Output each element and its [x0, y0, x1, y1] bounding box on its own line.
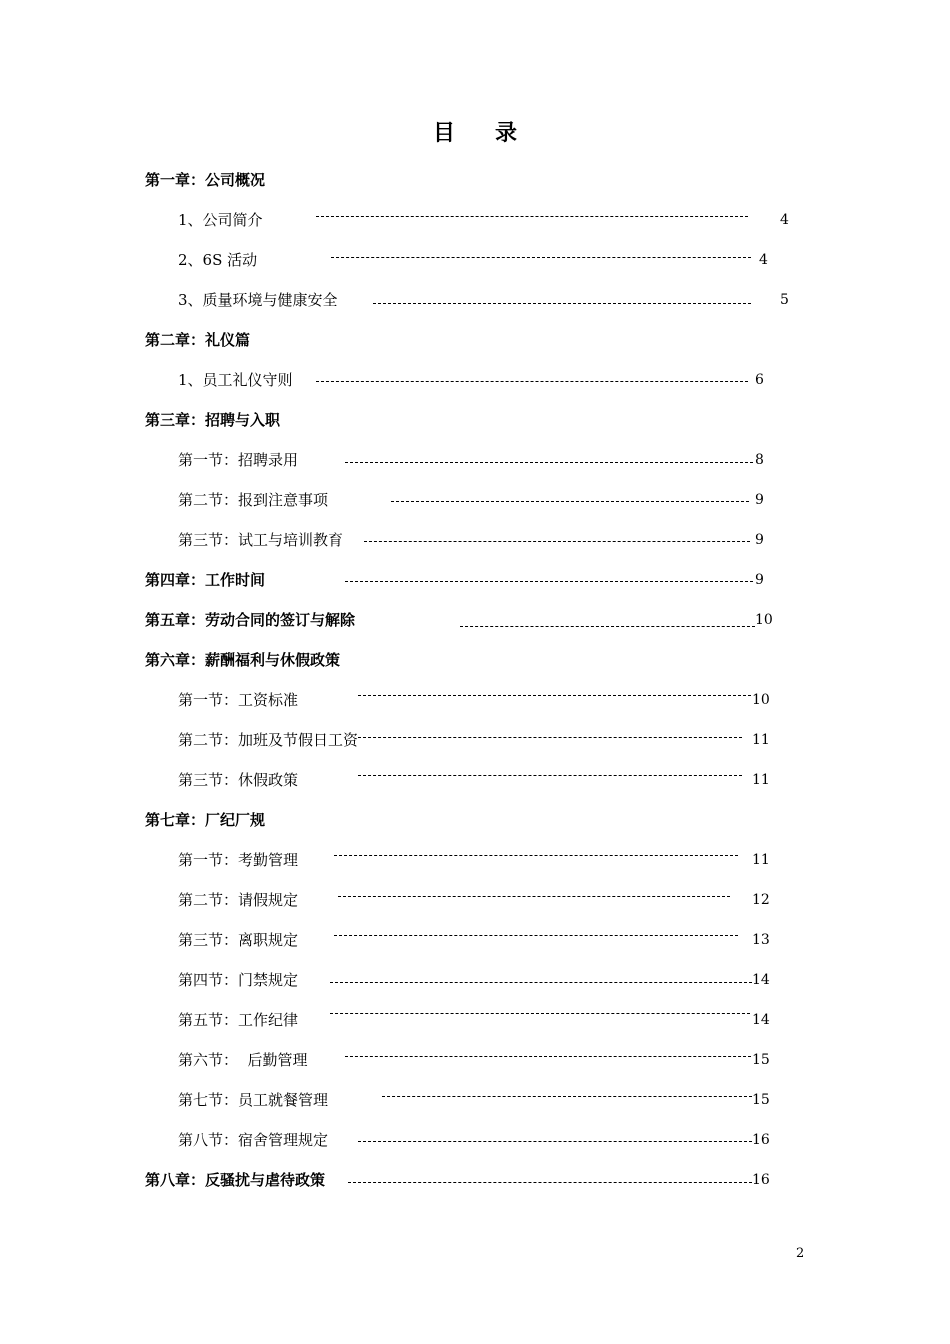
- page-title: [0, 116, 950, 147]
- toc-leader: [358, 1141, 752, 1142]
- toc-leader: [338, 896, 730, 897]
- toc-label: 第三节：休假政策: [178, 771, 299, 789]
- toc-label: 第一节：招聘录用: [178, 451, 299, 469]
- toc-label: 第一章：公司概况: [145, 171, 266, 189]
- title-char-2: 录: [495, 120, 518, 146]
- toc-label: 第三章：招聘与入职: [145, 411, 281, 429]
- toc-page: 15: [752, 1092, 770, 1108]
- toc-label: 第七节：员工就餐管理: [178, 1091, 329, 1109]
- toc-label: 第五节：工作纪律: [178, 1011, 299, 1029]
- toc-label: 第一节：工资标准: [178, 691, 299, 709]
- toc-leader: [358, 737, 742, 738]
- toc-label: 3、质量环境与健康安全: [178, 291, 338, 309]
- toc-label: 第四章：工作时间: [145, 571, 266, 589]
- toc-label: 第八章：反骚扰与虐待政策: [145, 1171, 326, 1189]
- toc-leader: [334, 935, 738, 936]
- toc-label: 2、6S 活动: [178, 251, 258, 269]
- toc-label: 第四节：门禁规定: [178, 971, 299, 989]
- toc-page: 9: [755, 492, 764, 508]
- toc-page: 13: [752, 932, 770, 948]
- toc-page: 14: [752, 1012, 770, 1028]
- toc-page: 5: [780, 292, 789, 308]
- toc-leader: [345, 462, 753, 463]
- toc-label: 第五章：劳动合同的签订与解除: [145, 611, 356, 629]
- toc-label: 第二章：礼仪篇: [145, 331, 251, 349]
- toc-page: 12: [752, 892, 770, 908]
- toc-page: 4: [759, 252, 768, 268]
- toc-leader: [330, 1013, 750, 1014]
- toc-leader: [345, 581, 753, 582]
- toc-page: 9: [755, 532, 764, 548]
- toc-page: 16: [752, 1172, 770, 1188]
- toc-label: 第三节：试工与培训教育: [178, 531, 344, 549]
- toc-label: 第八节：宿舍管理规定: [178, 1131, 329, 1149]
- toc-leader: [460, 626, 755, 627]
- toc-label: 1、员工礼仪守则: [178, 371, 293, 389]
- toc-leader: [391, 501, 749, 502]
- page-number: 2: [796, 1246, 805, 1261]
- title-char-1: 目: [432, 120, 455, 146]
- toc-label: 第二节：报到注意事项: [178, 491, 329, 509]
- toc-leader: [358, 695, 751, 696]
- toc-page: 11: [752, 852, 770, 868]
- toc-label: 第六节： 后勤管理: [178, 1051, 308, 1069]
- toc-leader: [345, 1056, 751, 1057]
- toc-leader: [330, 982, 752, 983]
- toc-page: 8: [755, 452, 764, 468]
- toc-label: 第六章：薪酬福利与休假政策: [145, 651, 341, 669]
- toc-leader: [316, 381, 748, 382]
- toc-page: 9: [755, 572, 764, 588]
- toc-page: 10: [752, 692, 770, 708]
- toc-page: 11: [752, 772, 770, 788]
- toc-label: 第三节：离职规定: [178, 931, 299, 949]
- toc-label: 第七章：厂纪厂规: [145, 811, 266, 829]
- toc-leader: [358, 775, 742, 776]
- toc-leader: [348, 1182, 752, 1183]
- toc-page: 6: [755, 372, 764, 388]
- toc-leader: [364, 541, 750, 542]
- toc-leader: [382, 1096, 752, 1097]
- toc-leader: [373, 303, 751, 304]
- toc-leader: [316, 216, 748, 217]
- toc-label: 第一节：考勤管理: [178, 851, 299, 869]
- toc-page: 10: [755, 612, 773, 628]
- toc-page: 15: [752, 1052, 770, 1068]
- toc-page: 4: [780, 212, 789, 228]
- toc-leader: [334, 855, 738, 856]
- toc-label: 第二节：请假规定: [178, 891, 299, 909]
- toc-page: 11: [752, 732, 770, 748]
- toc-page: 14: [752, 972, 770, 988]
- toc-label: 第二节：加班及节假日工资: [178, 731, 359, 749]
- toc-leader: [331, 257, 751, 258]
- toc-page: 16: [752, 1132, 770, 1148]
- toc-label: 1、公司简介: [178, 211, 263, 229]
